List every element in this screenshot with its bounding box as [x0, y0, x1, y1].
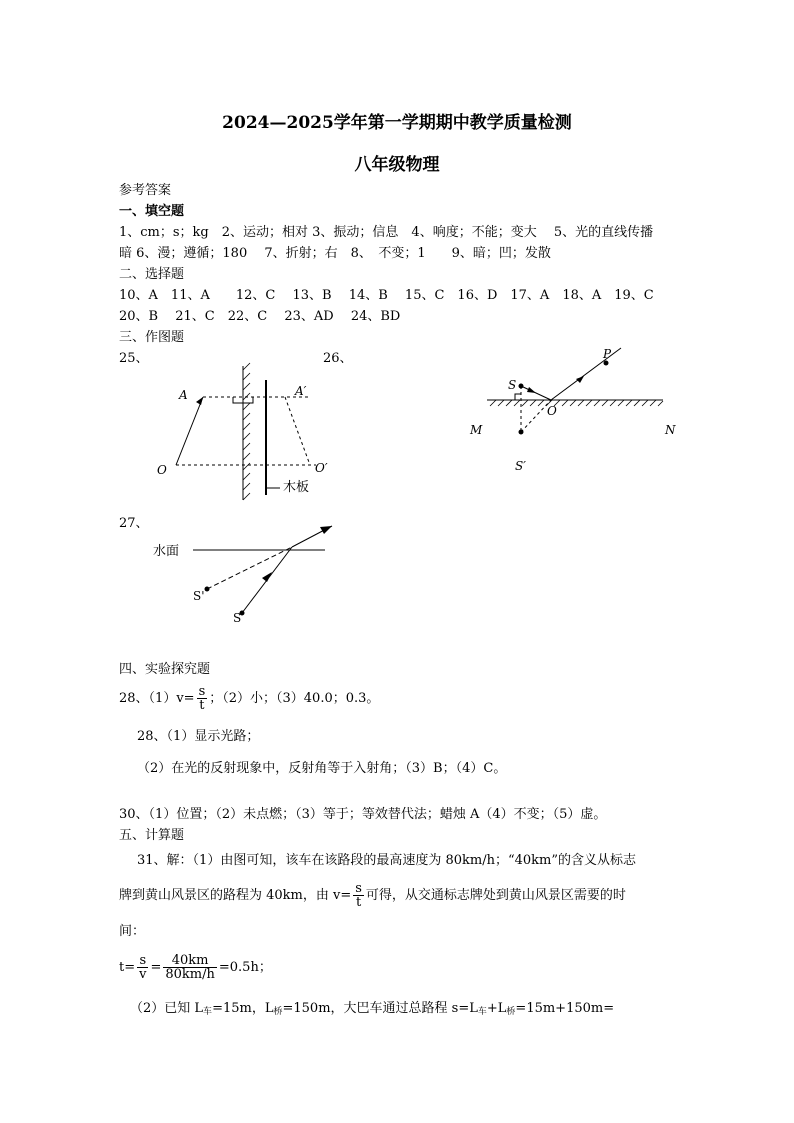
figure-25: [150, 360, 350, 505]
section-1-heading: 一、填空题: [119, 204, 185, 219]
fig25-label-O: O: [157, 463, 167, 477]
q31-equation: t= $\frac{s}{v}$ = $\frac{40km}{80km/h}$ =0.5h；: [119, 953, 272, 982]
fig25-label-A: A: [179, 388, 188, 402]
answer-header: 参考答案: [119, 183, 172, 198]
fig25-label-O-prime: O′: [315, 461, 328, 475]
q30-line: 30、（1）位置；（2）未点燃；（3）等于；等效替代法；蜡烛 A（4）不变；（5）虚。: [119, 807, 607, 822]
fig26-label-S: S: [508, 378, 517, 392]
fig26-label-P: P: [603, 347, 612, 361]
section-5-heading: 五、计算题: [119, 828, 185, 843]
choice-answers-line-2: 20、B 21、C 22、C 23、AD 24、BD: [119, 309, 401, 324]
fig26-label-M: M: [470, 423, 483, 437]
q29-line-1: 28、（1）显示光路；: [137, 729, 260, 744]
fill-answers-line-1: 1、cm；s；kg 2、运动；相对 3、振动；信息 4、响度；不能；变大 5、光的直线传播: [119, 225, 654, 240]
fig27-label-S-prime: S': [193, 589, 205, 603]
fill-answers-line-2: 暗 6、漫；遵循；180 7、折射；右 8、 不变；1 9、暗；凹；发散: [119, 246, 551, 261]
section-3-heading: 三、作图题: [119, 330, 185, 345]
fig26-label-S-prime: S′: [515, 459, 526, 473]
page-subtitle: 八年级物理: [354, 155, 440, 175]
q31-fraction-s-v: $\frac{s}{v}$: [139, 953, 147, 982]
q25-label: 25、: [119, 351, 149, 366]
fig25-label-A-prime: A′: [295, 384, 307, 398]
page-title: 2024—2025学年第一学期期中教学质量检测: [222, 113, 572, 133]
section-2-heading: 二、选择题: [119, 267, 185, 282]
fig26-label-O: O: [547, 404, 557, 418]
q31-line-1: 31、解：（1）由图可知，该车在该路段的最高速度为 80km/h；“40km”的含义从标志: [137, 853, 636, 868]
q31-line-2: 牌到黄山风景区的路程为 40km，由 v= $\frac{s}{t}$ 可得，从交通标志牌处到黄山风景区需要的时: [119, 881, 626, 910]
choice-answers-line-1: 10、A 11、A 12、C 13、B 14、B 15、C 16、D 17、A 18、A 19、C: [119, 288, 654, 303]
section-4-heading: 四、实验探究题: [119, 662, 211, 677]
q28-fraction: $\frac{s}{t}$: [198, 684, 206, 713]
q31-line-3: 间：: [119, 924, 146, 939]
fig26-label-N: N: [665, 423, 676, 437]
q28-line: 28、（1）v= $\frac{s}{t}$ ；（2）小；（3）40.0；0.3。: [119, 684, 380, 713]
fig27-label-water: 水面: [153, 544, 180, 559]
q27-label: 27、: [119, 516, 149, 531]
figure-26: [465, 342, 685, 482]
q31-fraction-s-t: $\frac{s}{t}$: [355, 881, 362, 910]
q26-label: 26、: [323, 351, 353, 366]
fig25-label-board: 木板: [283, 480, 310, 495]
q29-line-2: （2）在光的反射现象中，反射角等于入射角；（3）B；（4）C。: [137, 761, 507, 776]
fig27-label-S: S: [233, 611, 242, 625]
q31-fraction-values: $\frac{40km}{80km/h}$: [165, 953, 215, 982]
figure-27: [150, 520, 350, 630]
q31-line-5: （2）已知 $L_车=15m$，$L_桥=150m$，大巴车通过总路程 $s=L_车+L_桥=15m+150m=$: [130, 1001, 615, 1017]
